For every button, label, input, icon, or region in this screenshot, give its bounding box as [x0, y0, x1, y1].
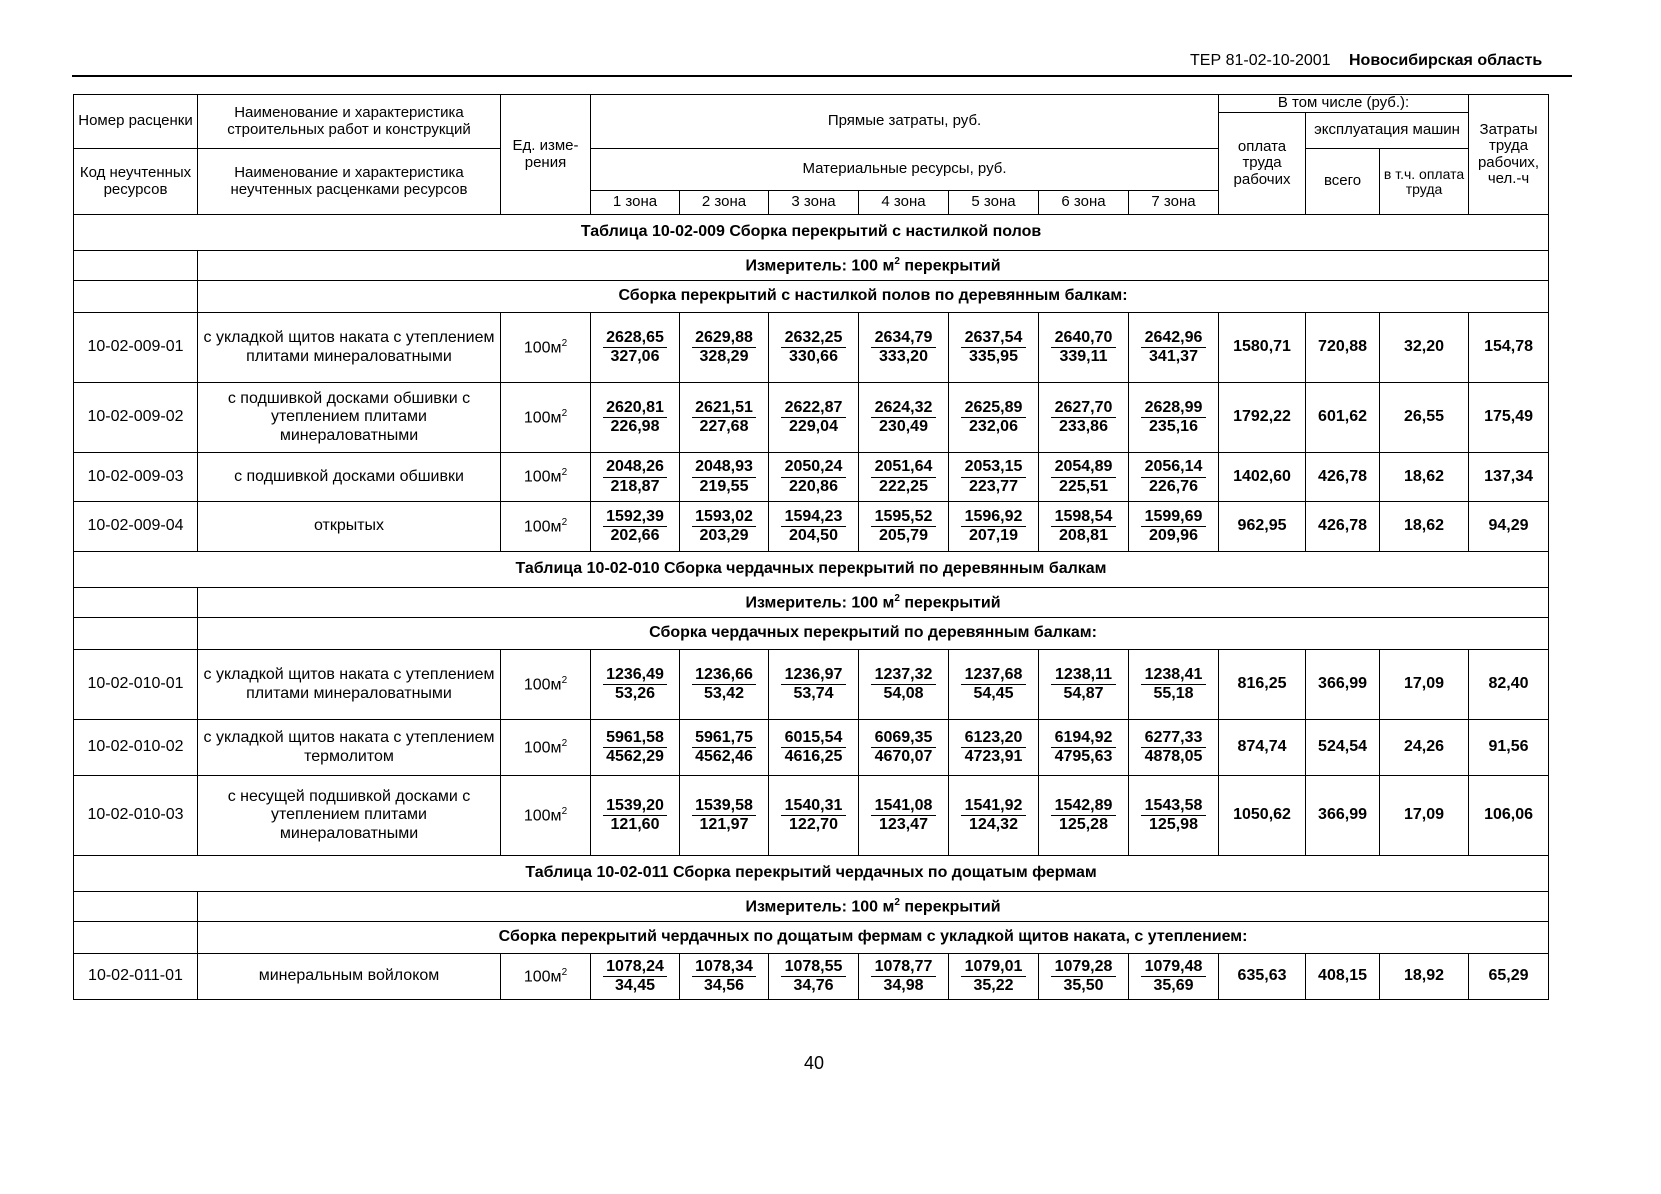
direct-cost-value: 1540,31 — [781, 797, 846, 816]
rate-unit — [501, 776, 591, 856]
material-cost-value: 124,32 — [969, 816, 1018, 833]
zone-3-cost — [769, 954, 859, 1000]
rate-name: минеральным войлоком — [198, 954, 501, 1000]
direct-cost-value: 2048,93 — [692, 458, 756, 477]
col-zone-4: 4 зона — [859, 191, 949, 215]
rate-code: 10-02-009-01 — [74, 313, 198, 383]
unit-text: 100м — [523, 738, 562, 756]
zone-5-cost — [949, 383, 1039, 453]
zone-4-cost — [859, 313, 949, 383]
region-name: Новосибирская область — [1348, 52, 1543, 69]
subhead-spacer — [74, 922, 198, 954]
direct-cost-value: 1238,41 — [1141, 666, 1206, 685]
price-table — [73, 94, 1549, 1000]
material-cost-value: 205,79 — [879, 527, 928, 544]
zone-1-cost — [591, 776, 680, 856]
material-cost-value: 35,50 — [1063, 977, 1104, 994]
material-cost-value: 233,86 — [1059, 418, 1108, 435]
direct-cost-value: 1539,20 — [603, 797, 667, 816]
material-cost-value: 35,69 — [1153, 977, 1194, 994]
machine-total-value: 426,78 — [1306, 502, 1380, 552]
rate-name: с подшивкой досками обшивки — [198, 453, 501, 502]
direct-cost-value: 1593,02 — [692, 508, 756, 527]
section-meter — [198, 892, 1549, 922]
machine-total-value: 366,99 — [1306, 650, 1380, 720]
zone-1-cost — [591, 313, 680, 383]
material-cost-value: 125,28 — [1059, 816, 1108, 833]
labor-pay-value: 962,95 — [1219, 502, 1306, 552]
zone-2-cost — [680, 453, 769, 502]
meter-spacer — [74, 251, 198, 281]
direct-cost-value: 1596,92 — [961, 508, 1026, 527]
meter-suffix: перекрытий — [899, 593, 1001, 611]
zone-4-cost — [859, 383, 949, 453]
direct-cost-value: 6123,20 — [961, 729, 1026, 748]
direct-cost-value: 1237,68 — [961, 666, 1026, 685]
material-cost-value: 54,87 — [1063, 685, 1104, 702]
table-row — [74, 313, 1549, 383]
direct-cost-value: 6015,54 — [781, 729, 846, 748]
zone-1-cost — [591, 453, 680, 502]
zone-6-cost — [1039, 650, 1129, 720]
col-zone-6: 6 зона — [1039, 191, 1129, 215]
material-cost-value: 226,98 — [610, 418, 660, 435]
direct-cost-value: 1238,11 — [1051, 666, 1116, 685]
direct-cost-value: 2628,65 — [603, 329, 667, 348]
col-zone-2: 2 зона — [680, 191, 769, 215]
meter-sup: 2 — [894, 896, 900, 908]
rate-code: 10-02-011-01 — [74, 954, 198, 1000]
material-cost-value: 4795,63 — [1054, 748, 1113, 765]
direct-cost-value: 2050,24 — [781, 458, 846, 477]
catalog-code: ТЕР 81-02-10-2001 — [1190, 52, 1331, 69]
material-cost-value: 204,50 — [789, 527, 838, 544]
section-subheading: Сборка чердачных перекрытий по деревянным балкам: — [198, 618, 1549, 650]
subhead-spacer — [74, 281, 198, 313]
machine-labor-value: 24,26 — [1380, 720, 1469, 776]
zone-2-cost — [680, 776, 769, 856]
direct-cost-value: 2622,87 — [781, 399, 846, 418]
machine-total-value: 366,99 — [1306, 776, 1380, 856]
zone-2-cost — [680, 313, 769, 383]
table-row — [74, 502, 1549, 552]
zone-2-cost — [680, 650, 769, 720]
machine-total-value: 408,15 — [1306, 954, 1380, 1000]
rate-name: с подшивкой досками обшивки с утеплением плитами минераловатными — [198, 383, 501, 453]
material-cost-value: 4878,05 — [1144, 748, 1203, 765]
material-cost-value: 4616,25 — [784, 748, 843, 765]
material-cost-value: 53,42 — [703, 685, 745, 702]
direct-cost-value: 1079,01 — [961, 958, 1026, 977]
machine-labor-value: 18,92 — [1380, 954, 1469, 1000]
meter-spacer — [74, 892, 198, 922]
labor-pay-value: 1792,22 — [1219, 383, 1306, 453]
zone-4-cost — [859, 720, 949, 776]
machine-total-value: 720,88 — [1306, 313, 1380, 383]
rate-code: 10-02-010-01 — [74, 650, 198, 720]
col-zone-7: 7 зона — [1129, 191, 1219, 215]
rate-unit — [501, 383, 591, 453]
section-meter — [198, 251, 1549, 281]
material-cost-value: 125,98 — [1149, 816, 1198, 833]
material-cost-value: 235,16 — [1149, 418, 1198, 435]
table-row — [74, 453, 1549, 502]
page-number: 40 — [804, 1053, 825, 1073]
zone-7-cost — [1129, 954, 1219, 1000]
direct-cost-value: 1541,92 — [961, 797, 1026, 816]
material-cost-value: 328,29 — [699, 348, 749, 365]
material-cost-value: 54,08 — [883, 685, 924, 702]
direct-cost-value: 1079,48 — [1141, 958, 1206, 977]
unit-sup: 2 — [561, 805, 568, 817]
zone-3-cost — [769, 313, 859, 383]
rate-name: с укладкой щитов наката с утеплением плитами минераловатными — [198, 313, 501, 383]
zone-6-cost — [1039, 502, 1129, 552]
zone-2-cost — [680, 383, 769, 453]
labor-hours-value: 82,40 — [1469, 650, 1549, 720]
zone-7-cost — [1129, 650, 1219, 720]
meter-suffix: перекрытий — [899, 256, 1001, 274]
zone-6-cost — [1039, 313, 1129, 383]
direct-cost-value: 1078,55 — [781, 958, 846, 977]
rate-unit — [501, 650, 591, 720]
material-cost-value: 55,18 — [1153, 685, 1194, 702]
material-cost-value: 230,49 — [879, 418, 928, 435]
col-unit: Ед. изме-рения — [501, 95, 591, 215]
zone-2-cost — [680, 954, 769, 1000]
material-cost-value: 4562,29 — [606, 748, 664, 765]
rate-code: 10-02-009-04 — [74, 502, 198, 552]
material-cost-value: 35,22 — [973, 977, 1014, 994]
unit-sup: 2 — [561, 337, 568, 349]
labor-hours-value: 91,56 — [1469, 720, 1549, 776]
material-cost-value: 330,66 — [789, 348, 838, 365]
direct-cost-value: 2637,54 — [961, 329, 1026, 348]
rate-code: 10-02-009-02 — [74, 383, 198, 453]
labor-hours-value: 175,49 — [1469, 383, 1549, 453]
col-zone-5: 5 зона — [949, 191, 1039, 215]
direct-cost-value: 1599,69 — [1141, 508, 1206, 527]
material-cost-value: 53,74 — [793, 685, 834, 702]
material-cost-value: 226,76 — [1149, 477, 1198, 495]
zone-2-cost — [680, 720, 769, 776]
zone-5-cost — [949, 720, 1039, 776]
material-cost-value: 220,86 — [789, 477, 838, 495]
subhead-spacer — [74, 618, 198, 650]
direct-cost-value: 2625,89 — [961, 399, 1026, 418]
zone-5-cost — [949, 313, 1039, 383]
rate-unit — [501, 720, 591, 776]
machine-labor-value: 18,62 — [1380, 453, 1469, 502]
direct-cost-value: 1079,28 — [1051, 958, 1116, 977]
material-cost-value: 203,29 — [699, 527, 749, 544]
labor-pay-value: 1402,60 — [1219, 453, 1306, 502]
zone-5-cost — [949, 776, 1039, 856]
direct-cost-value: 2624,32 — [871, 399, 936, 418]
material-cost-value: 54,45 — [973, 685, 1014, 702]
meter-prefix: Измеритель: 100 м — [745, 593, 895, 611]
rate-unit — [501, 502, 591, 552]
unit-text: 100м — [523, 408, 562, 426]
rate-code: 10-02-010-02 — [74, 720, 198, 776]
material-cost-value: 208,81 — [1059, 527, 1108, 544]
material-cost-value: 53,26 — [614, 685, 656, 702]
direct-cost-value: 1236,49 — [603, 666, 667, 685]
zone-7-cost — [1129, 313, 1219, 383]
material-cost-value: 34,98 — [883, 977, 924, 994]
zone-5-cost — [949, 453, 1039, 502]
machine-total-value: 426,78 — [1306, 453, 1380, 502]
unit-sup: 2 — [561, 516, 568, 528]
col-machine-labor-pay: в т.ч. оплата труда — [1380, 149, 1469, 215]
direct-cost-value: 2054,89 — [1051, 458, 1116, 477]
col-work-name: Наименование и характеристика строительных работ и конструкций — [198, 95, 501, 149]
material-cost-value: 123,47 — [879, 816, 928, 833]
material-cost-value: 4562,46 — [695, 748, 753, 765]
direct-cost-value: 2621,51 — [692, 399, 756, 418]
col-material-resources: Материальные ресурсы, руб. — [591, 149, 1219, 191]
header-rule — [72, 75, 1572, 77]
machine-labor-value: 18,62 — [1380, 502, 1469, 552]
meter-sup: 2 — [894, 255, 900, 267]
zone-6-cost — [1039, 720, 1129, 776]
direct-cost-value: 1592,39 — [603, 508, 667, 527]
rate-code: 10-02-010-03 — [74, 776, 198, 856]
meter-spacer — [74, 588, 198, 618]
unit-sup: 2 — [561, 737, 568, 749]
material-cost-value: 222,25 — [879, 477, 928, 495]
direct-cost-value: 1594,23 — [781, 508, 846, 527]
meter-prefix: Измеритель: 100 м — [745, 256, 895, 274]
zone-7-cost — [1129, 453, 1219, 502]
zone-3-cost — [769, 383, 859, 453]
section-title: Таблица 10-02-009 Сборка перекрытий с настилкой полов — [74, 215, 1549, 251]
zone-6-cost — [1039, 453, 1129, 502]
direct-cost-value: 1078,24 — [603, 958, 667, 977]
col-direct-costs: Прямые затраты, руб. — [591, 95, 1219, 149]
material-cost-value: 4723,91 — [964, 748, 1023, 765]
labor-hours-value: 106,06 — [1469, 776, 1549, 856]
zone-1-cost — [591, 650, 680, 720]
zone-4-cost — [859, 453, 949, 502]
direct-cost-value: 2634,79 — [871, 329, 936, 348]
col-labor-pay: оплата труда рабочих — [1219, 113, 1306, 215]
zone-7-cost — [1129, 502, 1219, 552]
rate-name: с несущей подшивкой досками с утеплением плитами минераловатными — [198, 776, 501, 856]
material-cost-value: 122,70 — [789, 816, 838, 833]
direct-cost-value: 2632,25 — [781, 329, 846, 348]
zone-3-cost — [769, 453, 859, 502]
section-title: Таблица 10-02-011 Сборка перекрытий чердачных по дощатым фермам — [74, 856, 1549, 892]
direct-cost-value: 1595,52 — [871, 508, 936, 527]
rate-name: с укладкой щитов наката с утеплением плитами минераловатными — [198, 650, 501, 720]
section-subheading: Сборка перекрытий с настилкой полов по деревянным балкам: — [198, 281, 1549, 313]
rate-unit — [501, 313, 591, 383]
zone-1-cost — [591, 954, 680, 1000]
labor-hours-value: 137,34 — [1469, 453, 1549, 502]
zone-4-cost — [859, 776, 949, 856]
direct-cost-value: 2640,70 — [1051, 329, 1116, 348]
col-machine-operation: эксплуатация машин — [1306, 113, 1469, 149]
direct-cost-value: 1078,34 — [692, 958, 756, 977]
col-including: В том числе (руб.): — [1219, 95, 1469, 113]
direct-cost-value: 2642,96 — [1141, 329, 1206, 348]
zone-5-cost — [949, 650, 1039, 720]
material-cost-value: 335,95 — [969, 348, 1018, 365]
unit-sup: 2 — [561, 966, 568, 978]
direct-cost-value: 1598,54 — [1051, 508, 1116, 527]
direct-cost-value: 1237,32 — [871, 666, 936, 685]
col-labor-costs: Затраты труда рабочих, чел.-ч — [1469, 95, 1549, 215]
material-cost-value: 202,66 — [610, 527, 660, 544]
zone-5-cost — [949, 954, 1039, 1000]
section-meter — [198, 588, 1549, 618]
zone-6-cost — [1039, 954, 1129, 1000]
col-rate-number: Номер расценки — [74, 95, 198, 149]
direct-cost-value: 6277,33 — [1141, 729, 1206, 748]
unit-text: 100м — [523, 338, 562, 356]
col-zone-3: 3 зона — [769, 191, 859, 215]
direct-cost-value: 1541,08 — [871, 797, 936, 816]
material-cost-value: 339,11 — [1059, 348, 1108, 365]
direct-cost-value: 2053,15 — [961, 458, 1026, 477]
meter-suffix: перекрытий — [899, 897, 1001, 915]
labor-hours-value: 94,29 — [1469, 502, 1549, 552]
labor-pay-value: 874,74 — [1219, 720, 1306, 776]
labor-pay-value: 1580,71 — [1219, 313, 1306, 383]
material-cost-value: 327,06 — [610, 348, 660, 365]
material-cost-value: 227,68 — [699, 418, 749, 435]
section-subheading: Сборка перекрытий чердачных по дощатым фермам с укладкой щитов наката, с утеплением: — [198, 922, 1549, 954]
zone-4-cost — [859, 954, 949, 1000]
col-resource-name: Наименование и характеристика неучтенных расценками ресурсов — [198, 149, 501, 215]
zone-3-cost — [769, 776, 859, 856]
machine-labor-value: 32,20 — [1380, 313, 1469, 383]
material-cost-value: 232,06 — [969, 418, 1018, 435]
direct-cost-value: 1236,97 — [781, 666, 846, 685]
rate-unit — [501, 453, 591, 502]
meter-sup: 2 — [894, 592, 900, 604]
document-header — [1190, 52, 1570, 74]
direct-cost-value: 2056,14 — [1141, 458, 1206, 477]
machine-labor-value: 17,09 — [1380, 776, 1469, 856]
material-cost-value: 229,04 — [789, 418, 838, 435]
material-cost-value: 121,97 — [699, 816, 749, 833]
direct-cost-value: 2627,70 — [1051, 399, 1116, 418]
material-cost-value: 333,20 — [879, 348, 928, 365]
zone-4-cost — [859, 650, 949, 720]
zone-1-cost — [591, 720, 680, 776]
labor-hours-value: 154,78 — [1469, 313, 1549, 383]
direct-cost-value: 2051,64 — [871, 458, 936, 477]
zone-4-cost — [859, 502, 949, 552]
material-cost-value: 4670,07 — [874, 748, 933, 765]
unit-text: 100м — [523, 967, 562, 985]
table-body — [74, 215, 1549, 1000]
unit-sup: 2 — [561, 467, 568, 479]
labor-hours-value: 65,29 — [1469, 954, 1549, 1000]
table-row — [74, 954, 1549, 1000]
labor-pay-value: 635,63 — [1219, 954, 1306, 1000]
table-row — [74, 383, 1549, 453]
zone-1-cost — [591, 383, 680, 453]
rate-name: открытых — [198, 502, 501, 552]
direct-cost-value: 2629,88 — [692, 329, 756, 348]
zone-5-cost — [949, 502, 1039, 552]
direct-cost-value: 1543,58 — [1141, 797, 1206, 816]
col-resource-code: Код неучтенных ресурсов — [74, 149, 198, 215]
col-zone-1: 1 зона — [591, 191, 680, 215]
table-row — [74, 720, 1549, 776]
table-row — [74, 650, 1549, 720]
material-cost-value: 34,45 — [614, 977, 656, 994]
table-row — [74, 776, 1549, 856]
rate-name: с укладкой щитов наката с утеплением термолитом — [198, 720, 501, 776]
material-cost-value: 34,76 — [793, 977, 834, 994]
machine-total-value: 524,54 — [1306, 720, 1380, 776]
direct-cost-value: 2628,99 — [1141, 399, 1206, 418]
meter-prefix: Измеритель: 100 м — [745, 897, 895, 915]
zone-7-cost — [1129, 720, 1219, 776]
zone-6-cost — [1039, 776, 1129, 856]
direct-cost-value: 1542,89 — [1051, 797, 1116, 816]
zone-1-cost — [591, 502, 680, 552]
unit-text: 100м — [523, 517, 562, 535]
material-cost-value: 225,51 — [1059, 477, 1108, 495]
direct-cost-value: 1078,77 — [871, 958, 936, 977]
unit-sup: 2 — [561, 674, 568, 686]
machine-total-value: 601,62 — [1306, 383, 1380, 453]
unit-sup: 2 — [561, 407, 568, 419]
zone-3-cost — [769, 502, 859, 552]
unit-text: 100м — [523, 468, 562, 486]
direct-cost-value: 1236,66 — [692, 666, 756, 685]
material-cost-value: 34,56 — [703, 977, 745, 994]
direct-cost-value: 6069,35 — [871, 729, 936, 748]
direct-cost-value: 2048,26 — [603, 458, 667, 477]
rate-unit — [501, 954, 591, 1000]
labor-pay-value: 816,25 — [1219, 650, 1306, 720]
material-cost-value: 341,37 — [1149, 348, 1198, 365]
zone-3-cost — [769, 650, 859, 720]
direct-cost-value: 5961,58 — [603, 729, 667, 748]
material-cost-value: 218,87 — [610, 477, 660, 495]
section-title: Таблица 10-02-010 Сборка чердачных перекрытий по деревянным балкам — [74, 552, 1549, 588]
zone-3-cost — [769, 720, 859, 776]
direct-cost-value: 6194,92 — [1051, 729, 1116, 748]
unit-text: 100м — [523, 675, 562, 693]
material-cost-value: 207,19 — [969, 527, 1018, 544]
material-cost-value: 121,60 — [610, 816, 660, 833]
zone-6-cost — [1039, 383, 1129, 453]
machine-labor-value: 26,55 — [1380, 383, 1469, 453]
zone-7-cost — [1129, 776, 1219, 856]
material-cost-value: 219,55 — [699, 477, 749, 495]
direct-cost-value: 2620,81 — [603, 399, 667, 418]
unit-text: 100м — [523, 806, 562, 824]
direct-cost-value: 1539,58 — [692, 797, 756, 816]
rate-code: 10-02-009-03 — [74, 453, 198, 502]
zone-2-cost — [680, 502, 769, 552]
material-cost-value: 209,96 — [1149, 527, 1198, 544]
machine-labor-value: 17,09 — [1380, 650, 1469, 720]
zone-7-cost — [1129, 383, 1219, 453]
direct-cost-value: 5961,75 — [692, 729, 756, 748]
material-cost-value: 223,77 — [969, 477, 1018, 495]
labor-pay-value: 1050,62 — [1219, 776, 1306, 856]
col-machine-total: всего — [1306, 149, 1380, 215]
